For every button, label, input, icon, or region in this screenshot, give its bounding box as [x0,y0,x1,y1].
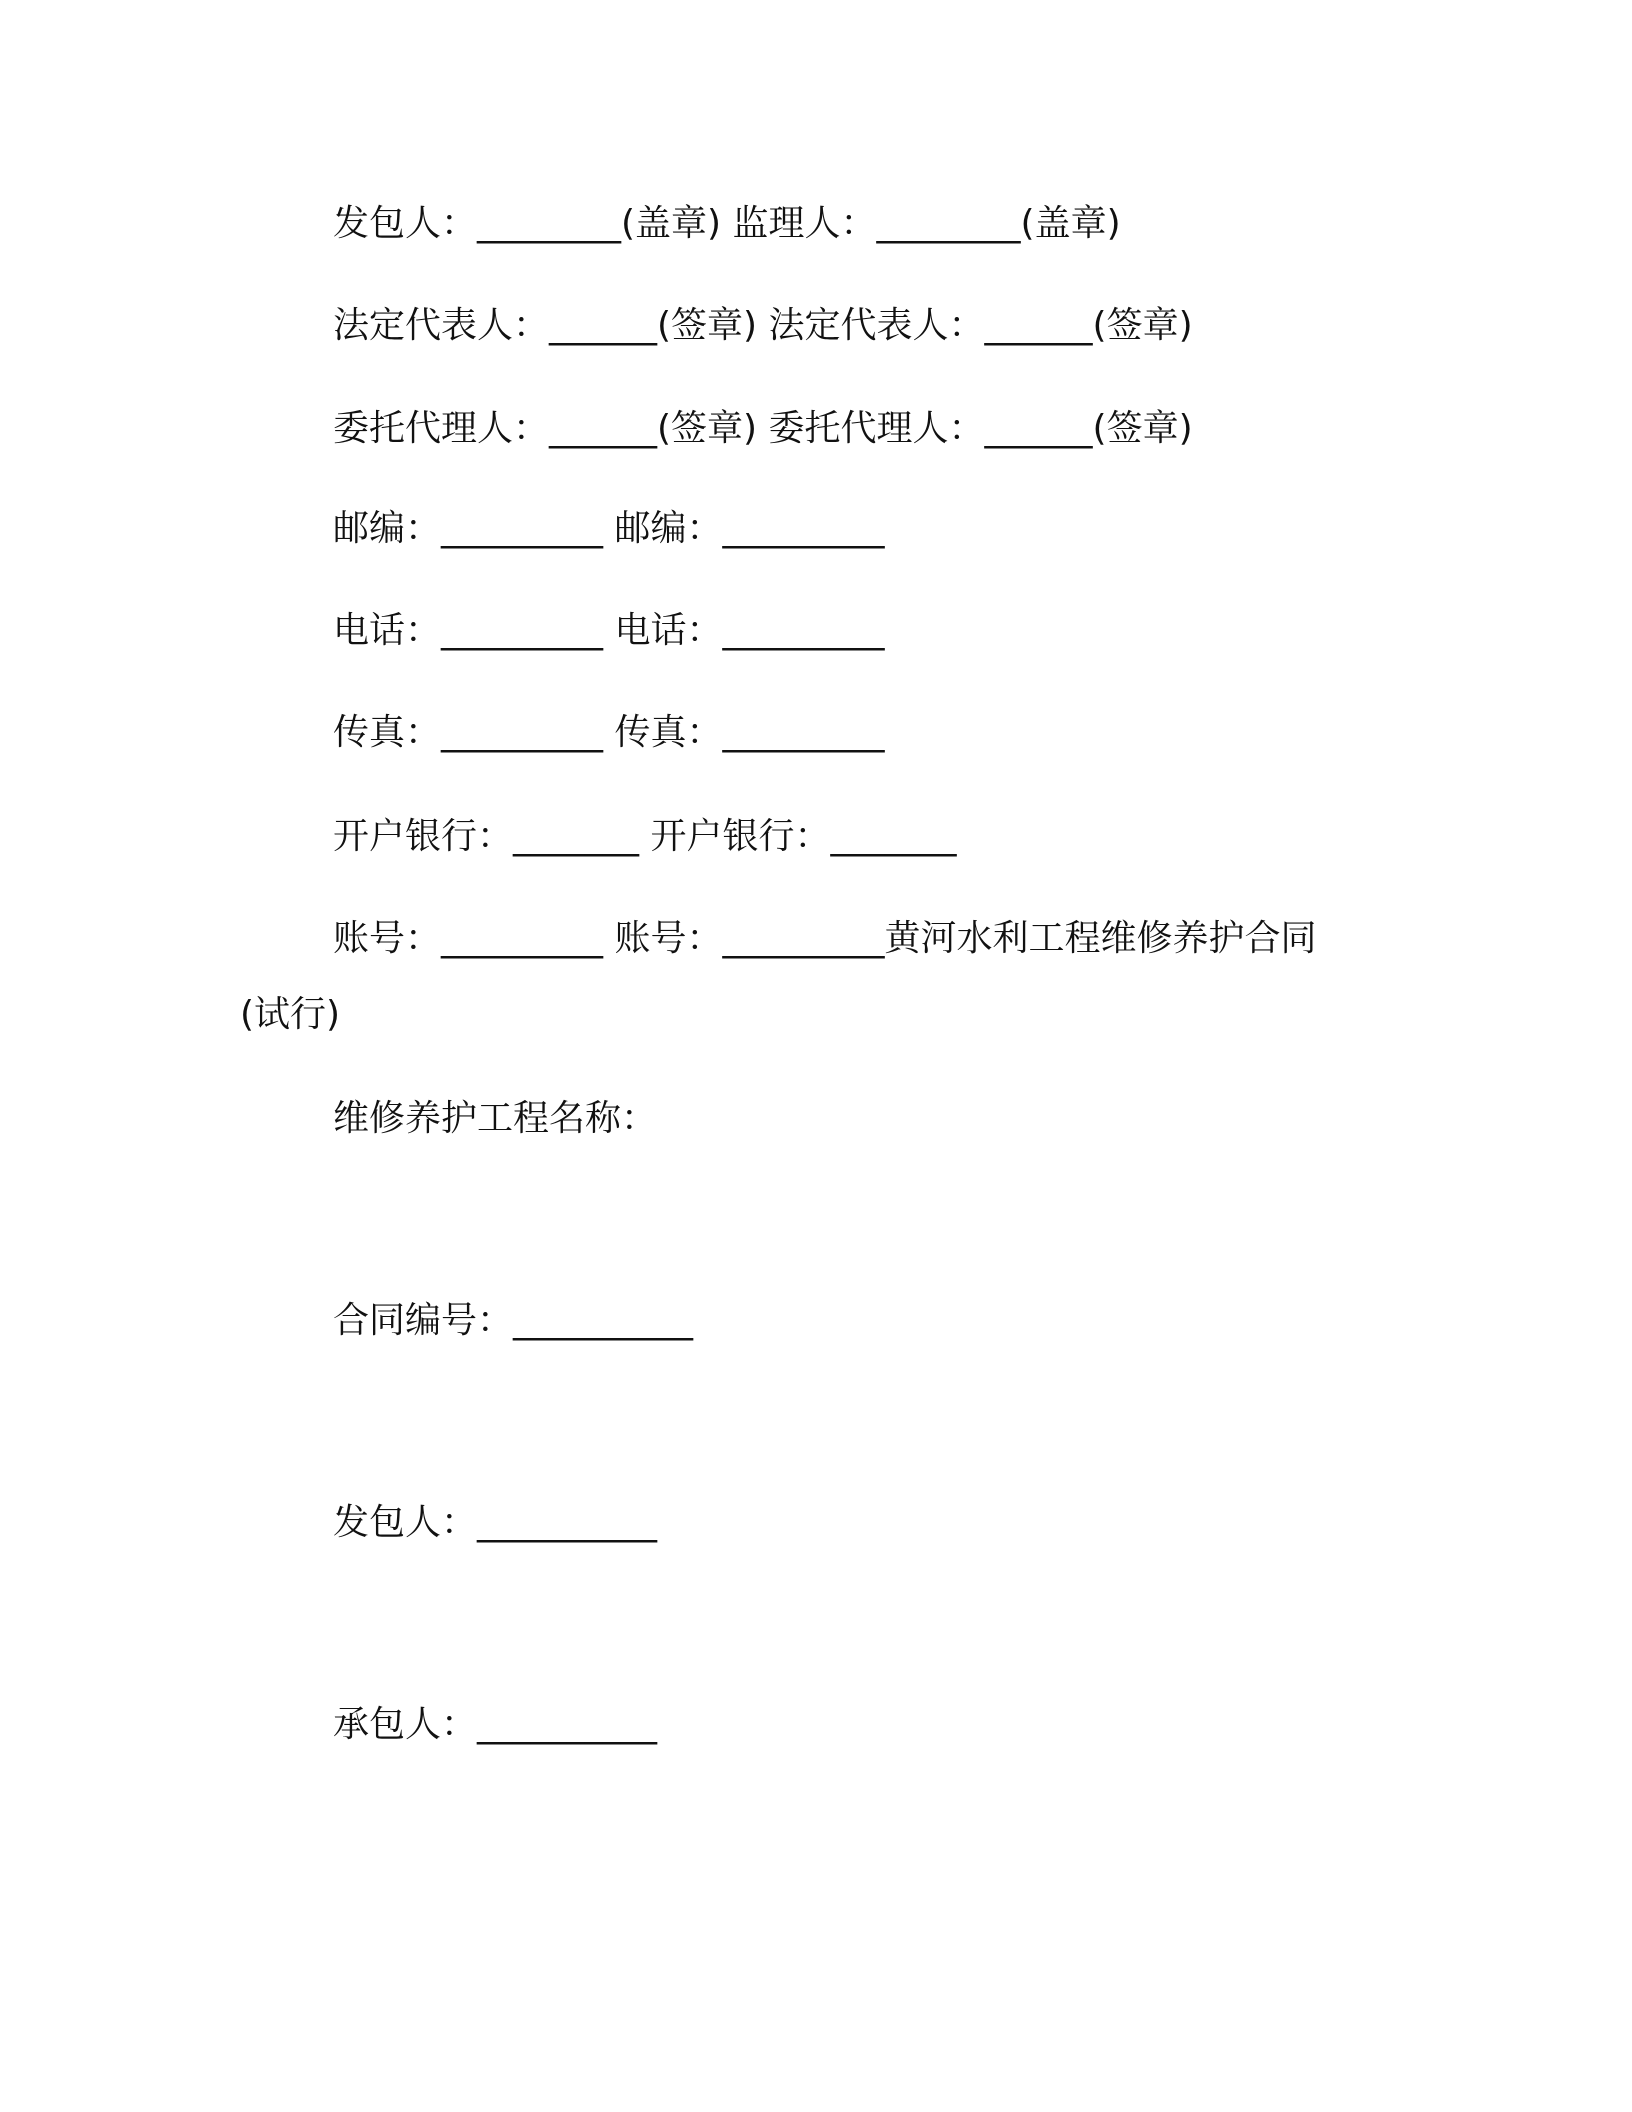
legal-representative-line: 法定代表人：______(签章) 法定代表人：______(签章) [333,305,1193,346]
bank-line: 开户银行：_______ 开户银行：_______ [333,816,957,857]
employer-line: 发包人：__________ [333,1502,658,1543]
contractor-line: 承包人：__________ [333,1704,658,1745]
trial-note: (试行) [240,994,341,1035]
contract-number-line: 合同编号：__________ [333,1300,694,1341]
phone-line: 电话：_________ 电话：_________ [333,610,885,651]
account-title-line: 账号：_________ 账号：_________黄河水利工程维修养护合同 [333,918,1317,959]
project-name-line: 维修养护工程名称： [333,1098,658,1139]
fax-line: 传真：_________ 传真：_________ [333,712,885,753]
authorized-agent-line: 委托代理人：______(签章) 委托代理人：______(签章) [333,408,1193,449]
employer-supervisor-seal-line: 发包人：________(盖章) 监理人：________(盖章) [333,203,1121,244]
postcode-line: 邮编：_________ 邮编：_________ [333,508,885,549]
